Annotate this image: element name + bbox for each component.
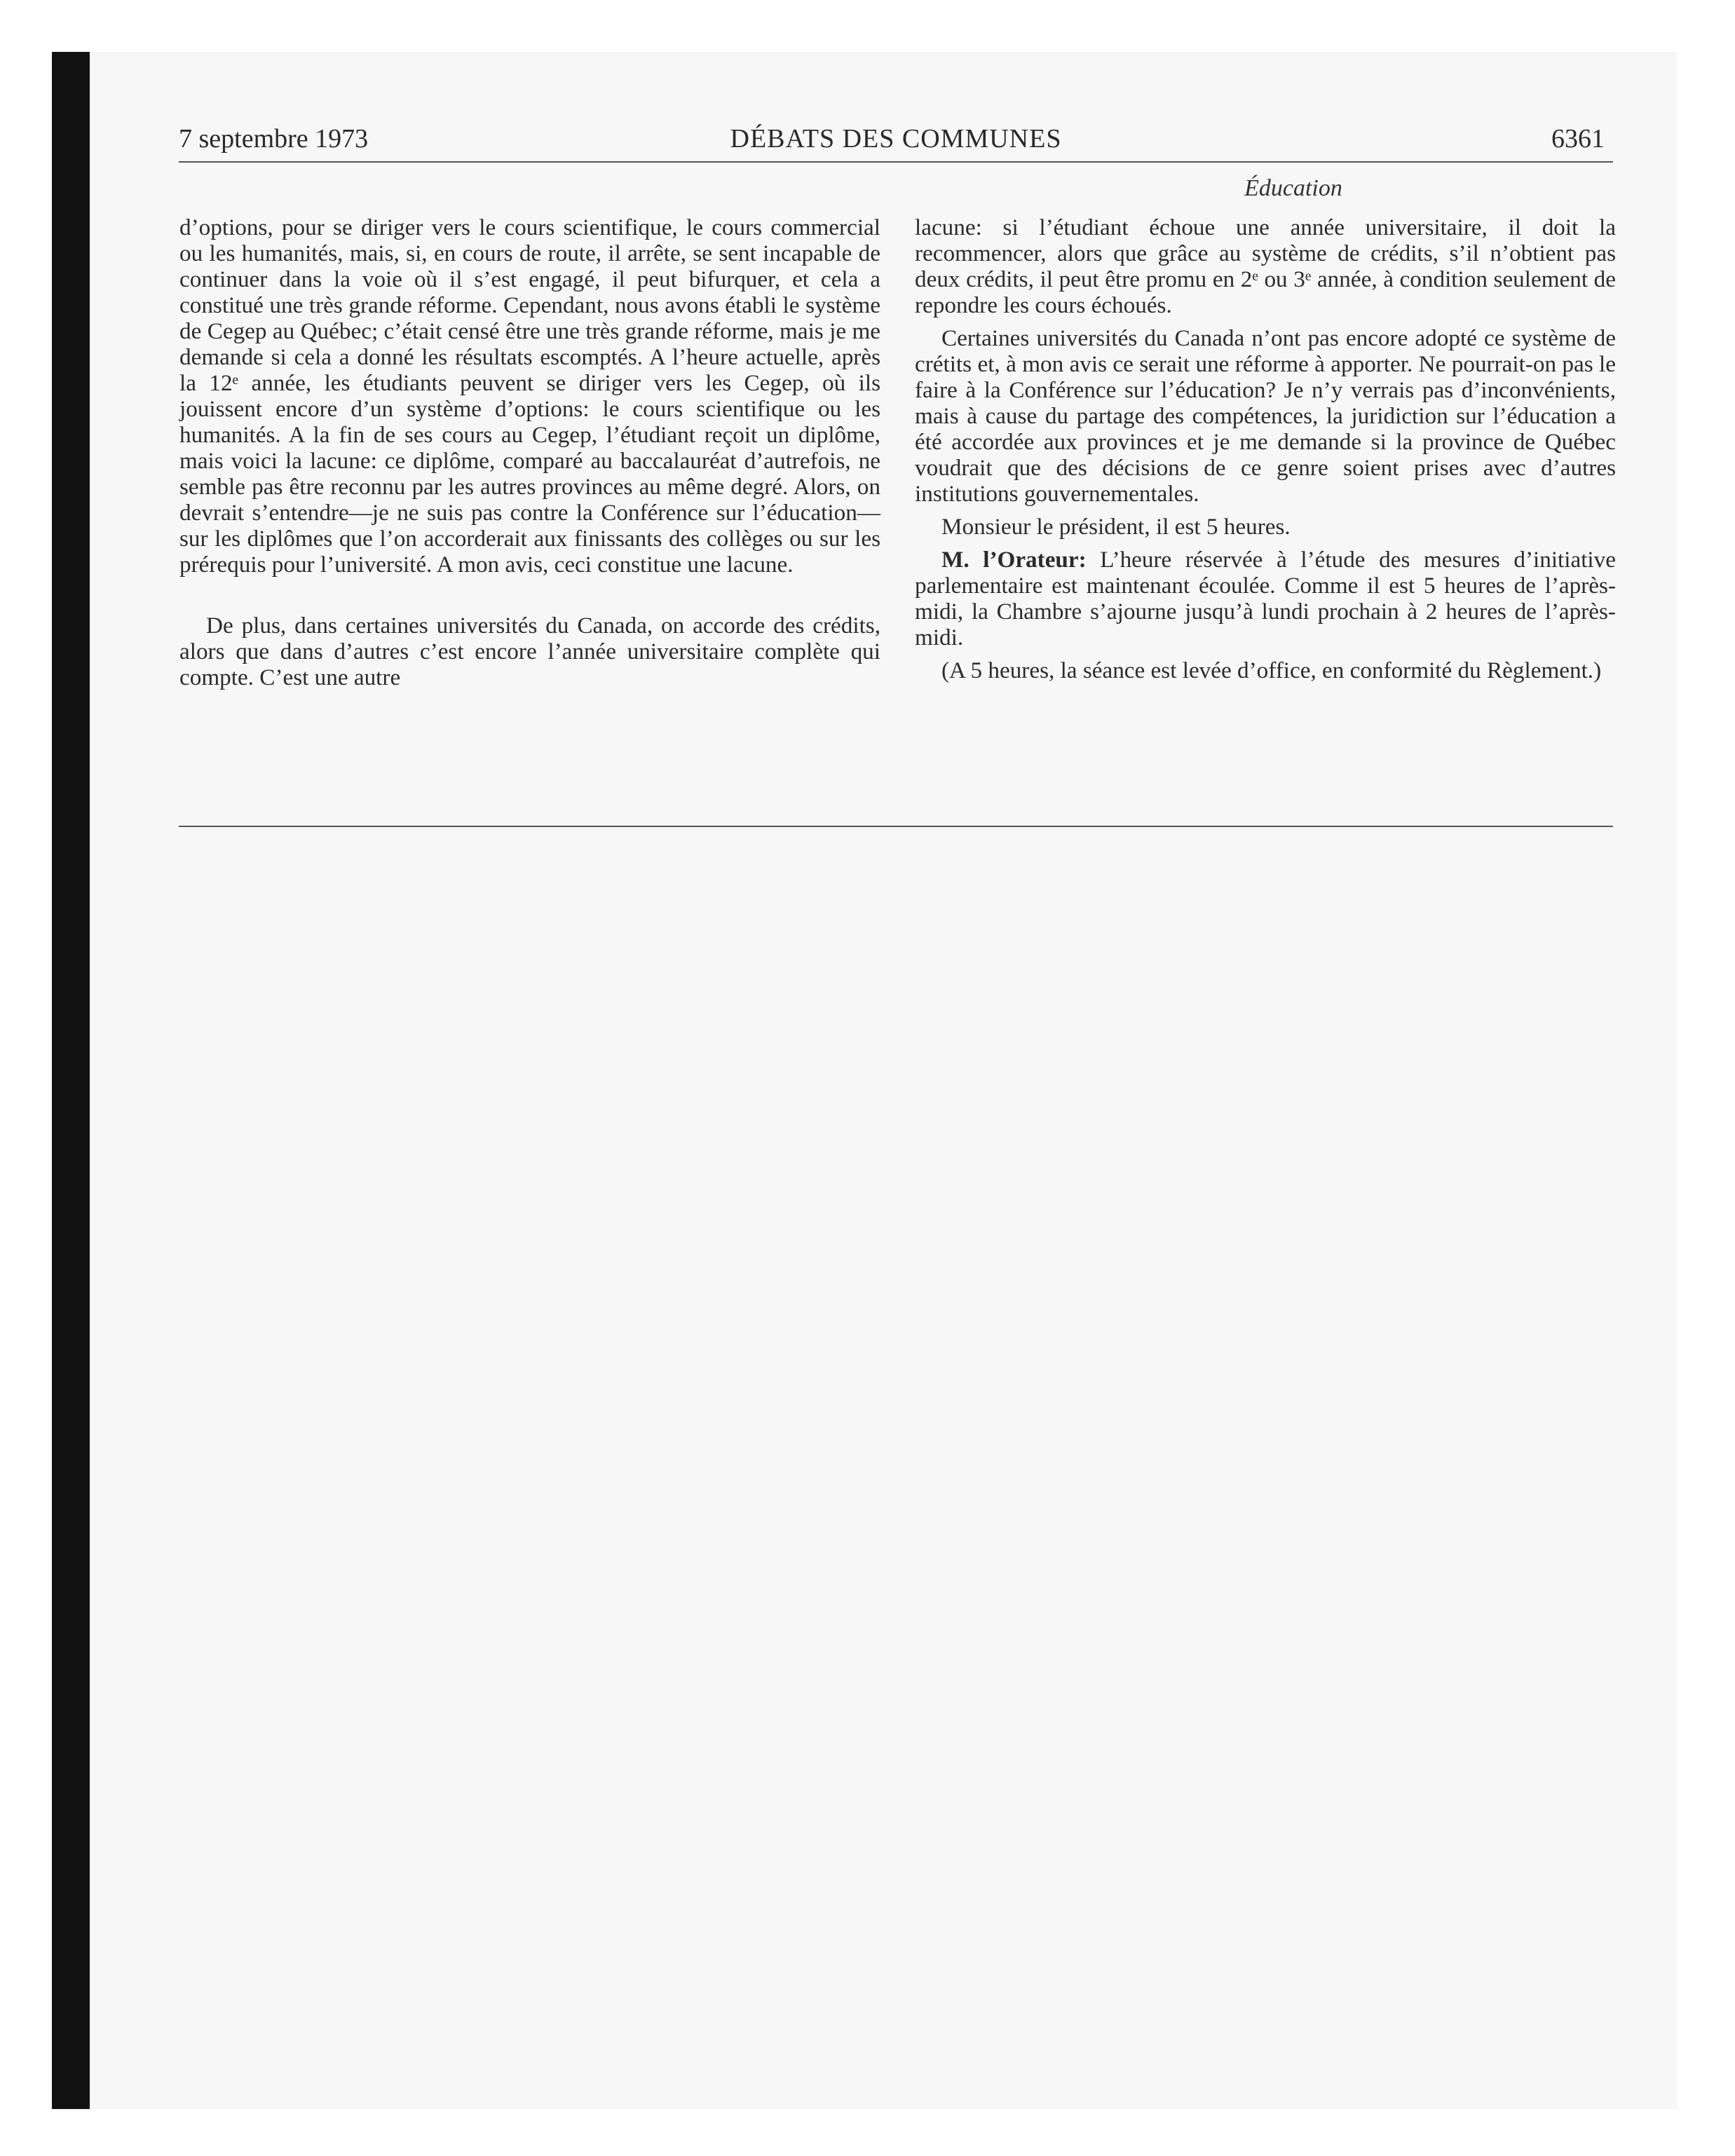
header-publication-title: DÉBATS DES COMMUNES	[730, 124, 1062, 153]
left-paragraph-2: De plus, dans certaines universités du Canada, on accorde des crédits, alors que dans d’autres c’est encore l’année universitaire complète qui compte. C’est une autre	[179, 613, 880, 690]
header-page-number: 6361	[1551, 124, 1605, 153]
left-column	[179, 214, 880, 690]
right-paragraph-speaker	[915, 547, 1616, 650]
scan-binding-edge	[52, 52, 90, 2109]
speaker-name: M. l’Orateur:	[941, 547, 1087, 573]
right-paragraph-1: lacune: si l’étudiant échoue une année universitaire, il doit la recommencer, alors que grâce au système de crédits, s’il n’obtient pas deux crédits, il peut être promu en 2ᵉ ou 3ᵉ année, à condition seulement de repondre les cours échoués.	[915, 214, 1616, 318]
speaker-statement: L’heure réservée à l’étude des mesures d’initiative parlementaire est maintenant écoulée. Comme il est 5 heures de l’après-midi, la Chambre s’ajourne jusqu’à lundi prochain à 2 heures de l’après-midi.	[915, 547, 1616, 650]
right-paragraph-3: Monsieur le président, il est 5 heures.	[941, 514, 1291, 540]
header-date: 7 septembre 1973	[179, 124, 369, 153]
section-title: Éducation	[1244, 175, 1342, 201]
left-paragraph-1: d’options, pour se diriger vers le cours scientifique, le cours commercial ou les humanités, mais, si, en cours de route, il arrête, se sent incapable de continuer dans la voie où il s’est engagé, il peut bifurquer, et cela a constitué une très grande réforme. Cependant, nous avons établi le système de Cegep au Québec; c’était censé être une très grande réforme, mais je me demande si cela a donné les résultats escomptés. A l’heure actuelle, après la 12ᵉ année, les étudiants peuvent se diriger vers les Cegep, où ils jouissent encore d’un système d’options: le cours scientifique ou les humanités. A la fin de ses cours au Cegep, l’étudiant reçoit un diplôme, mais voici la lacune: ce diplôme, comparé au baccalauréat d’autrefois, ne semble pas être reconnu par les autres provinces au même degré. Alors, on devrait s’entendre—je ne suis pas contre la Conférence sur l’éducation—sur les diplômes que l’on accorderait aux finissants des collèges ou sur les prérequis pour l’université. A mon avis, ceci constitue une lacune.	[179, 214, 880, 578]
bottom-rule	[179, 826, 1613, 827]
right-paragraph-2: Certaines universités du Canada n’ont pas encore adopté ce système de crétits et, à mon avis ce serait une réforme à apporter. Ne pourrait-on pas le faire à la Conférence sur l’éducation? Je n’y verrais pas d’inconvénients, mais à cause du partage des compétences, la juridiction sur l’éducation a été accordée aux provinces et je me demande si la province de Québec voudrait que des décisions de ce genre soient prises avec d’autres institutions gouvernementales.	[915, 325, 1616, 507]
right-column	[915, 214, 1616, 683]
page-header	[179, 123, 1613, 157]
right-paragraph-adjournment: (A 5 heures, la séance est levée d’office, en conformité du Règlement.)	[941, 657, 1602, 683]
header-rule	[179, 161, 1613, 163]
